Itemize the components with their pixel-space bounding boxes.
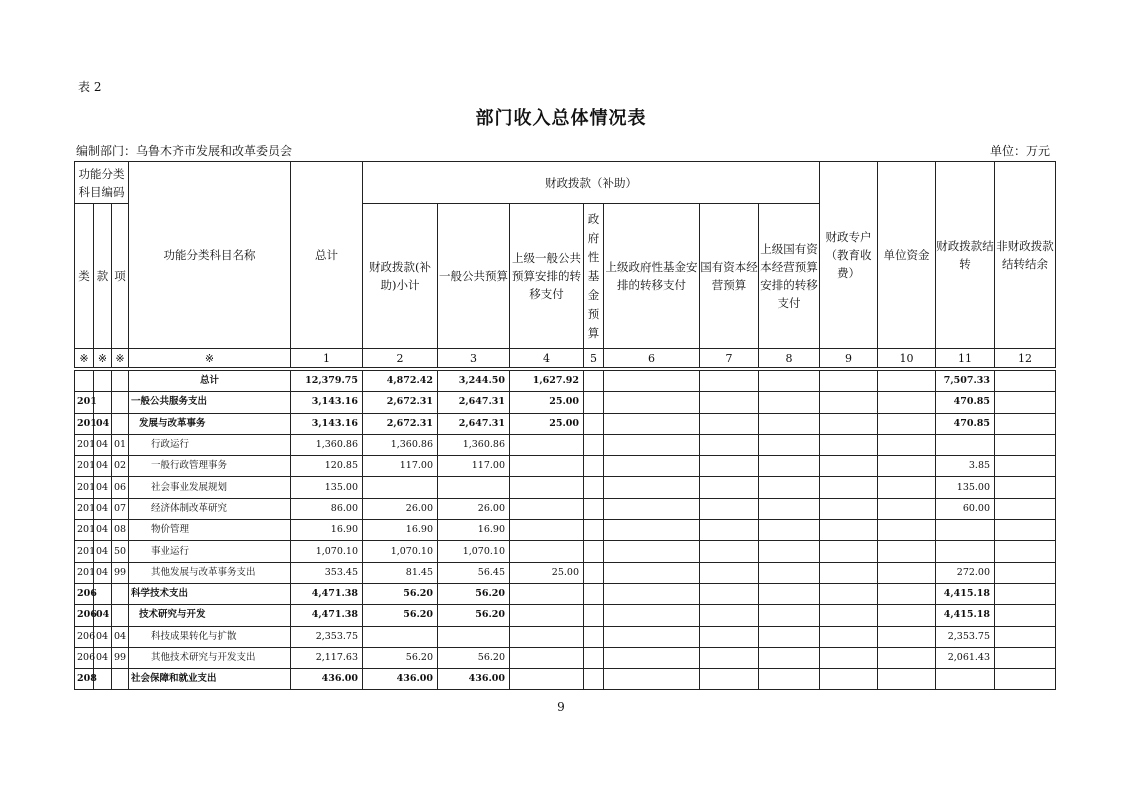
header-gov-fund: [584, 204, 604, 349]
item-name: 一般公共服务支出: [129, 392, 291, 413]
value-cell: [700, 434, 759, 455]
item-name: 其他技术研究与开发支出: [129, 647, 291, 668]
value-cell: [759, 626, 820, 647]
index-cell: ※: [129, 349, 291, 368]
value-cell: [604, 456, 700, 477]
header-xiang: 项: [112, 204, 129, 349]
header-fiscal-subtotal: 财政拨款(补助)小计: [363, 204, 438, 349]
item-name: 科技成果转化与扩散: [129, 626, 291, 647]
code-xiang: [112, 669, 129, 690]
value-cell: [700, 498, 759, 519]
header-upper-state-capital: 上级国有资本经营预算安排的转移支付: [759, 204, 820, 349]
code-xiang: [112, 413, 129, 434]
value-cell: [438, 477, 510, 498]
value-cell: 60.00: [936, 498, 995, 519]
value-cell: [510, 647, 584, 668]
header-func-code: 功能分类科目编码: [75, 162, 129, 204]
value-cell: [584, 456, 604, 477]
index-cell: 11: [936, 349, 995, 368]
value-cell: [363, 626, 438, 647]
value-cell: [604, 647, 700, 668]
value-cell: [936, 520, 995, 541]
value-cell: 1,360.86: [363, 434, 438, 455]
code-lei: 201: [75, 562, 94, 583]
value-cell: 12,379.75: [291, 371, 363, 392]
value-cell: 1,070.10: [291, 541, 363, 562]
value-cell: [604, 583, 700, 604]
code-lei: 201: [75, 477, 94, 498]
code-lei: 208: [75, 669, 94, 690]
table-row: [75, 605, 1056, 626]
value-cell: [759, 498, 820, 519]
value-cell: [995, 434, 1056, 455]
code-xiang: 99: [112, 562, 129, 583]
value-cell: [820, 605, 878, 626]
value-cell: 26.00: [438, 498, 510, 519]
item-name: 技术研究与开发: [129, 605, 291, 626]
table-row: [75, 456, 1056, 477]
value-cell: 56.20: [363, 605, 438, 626]
index-cell: 1: [291, 349, 363, 368]
value-cell: 1,627.92: [510, 371, 584, 392]
value-cell: [820, 371, 878, 392]
table-row: [75, 541, 1056, 562]
value-cell: [604, 520, 700, 541]
value-cell: [820, 669, 878, 690]
value-cell: 3,143.16: [291, 392, 363, 413]
code-xiang: [112, 605, 129, 626]
code-xiang: 01: [112, 434, 129, 455]
item-name: 总计: [129, 371, 291, 392]
value-cell: [878, 669, 936, 690]
value-cell: [820, 456, 878, 477]
item-name: 一般行政管理事务: [129, 456, 291, 477]
value-cell: [995, 562, 1056, 583]
value-cell: [995, 456, 1056, 477]
value-cell: [878, 413, 936, 434]
value-cell: [878, 647, 936, 668]
item-name: 行政运行: [129, 434, 291, 455]
value-cell: [936, 669, 995, 690]
code-xiang: 50: [112, 541, 129, 562]
value-cell: [700, 413, 759, 434]
value-cell: [510, 456, 584, 477]
value-cell: 56.20: [363, 583, 438, 604]
index-cell: 4: [510, 349, 584, 368]
code-xiang: 04: [112, 626, 129, 647]
value-cell: 436.00: [438, 669, 510, 690]
value-cell: 81.45: [363, 562, 438, 583]
value-cell: [604, 669, 700, 690]
code-lei: 201: [75, 456, 94, 477]
value-cell: [584, 583, 604, 604]
header-kuan: 款: [94, 204, 112, 349]
header-unit-funds: 单位资金: [878, 162, 936, 349]
value-cell: [604, 562, 700, 583]
value-cell: [759, 605, 820, 626]
value-cell: 56.20: [438, 583, 510, 604]
header-nonfiscal-carryover: 非财政拨款结转结余: [995, 162, 1056, 349]
code-kuan: 04: [94, 647, 112, 668]
code-kuan: 04: [94, 605, 112, 626]
code-lei: 206: [75, 647, 94, 668]
value-cell: 56.45: [438, 562, 510, 583]
item-name: 事业运行: [129, 541, 291, 562]
table-row: [75, 413, 1056, 434]
table-row: [75, 669, 1056, 690]
value-cell: [759, 371, 820, 392]
value-cell: [995, 669, 1056, 690]
value-cell: [604, 605, 700, 626]
code-xiang: 07: [112, 498, 129, 519]
value-cell: [995, 583, 1056, 604]
value-cell: 25.00: [510, 562, 584, 583]
value-cell: 117.00: [363, 456, 438, 477]
value-cell: [759, 647, 820, 668]
value-cell: 436.00: [363, 669, 438, 690]
index-cell: 10: [878, 349, 936, 368]
header-fiscal-group: 财政拨款（补助）: [363, 162, 820, 204]
value-cell: [510, 605, 584, 626]
code-kuan: 04: [94, 541, 112, 562]
value-cell: 470.85: [936, 392, 995, 413]
code-lei: 206: [75, 605, 94, 626]
value-cell: [759, 541, 820, 562]
page-title: 部门收入总体情况表: [475, 108, 647, 129]
value-cell: [878, 626, 936, 647]
value-cell: [759, 413, 820, 434]
index-cell: ※: [94, 349, 112, 368]
value-cell: [363, 477, 438, 498]
value-cell: [604, 477, 700, 498]
value-cell: 3,244.50: [438, 371, 510, 392]
value-cell: [878, 583, 936, 604]
value-cell: 2,117.63: [291, 647, 363, 668]
value-cell: [584, 477, 604, 498]
value-cell: [604, 413, 700, 434]
value-cell: [700, 392, 759, 413]
table-row: [75, 392, 1056, 413]
code-lei: 201: [75, 520, 94, 541]
item-name: 发展与改革事务: [129, 413, 291, 434]
value-cell: [700, 562, 759, 583]
value-cell: [878, 498, 936, 519]
index-cell: 12: [995, 349, 1056, 368]
value-cell: 2,672.31: [363, 392, 438, 413]
table-row: [75, 647, 1056, 668]
code-lei: 201: [75, 434, 94, 455]
header-total: 总计: [291, 162, 363, 349]
value-cell: [604, 392, 700, 413]
value-cell: [820, 498, 878, 519]
value-cell: [759, 583, 820, 604]
value-cell: [759, 456, 820, 477]
value-cell: [759, 669, 820, 690]
index-cell: ※: [75, 349, 94, 368]
code-kuan: [94, 371, 112, 392]
value-cell: 4,471.38: [291, 605, 363, 626]
value-cell: 16.90: [363, 520, 438, 541]
value-cell: [584, 498, 604, 519]
value-cell: 4,415.18: [936, 605, 995, 626]
value-cell: [878, 371, 936, 392]
code-xiang: [112, 583, 129, 604]
header-state-capital: 国有资本经营预算: [700, 204, 759, 349]
table-row: [75, 371, 1056, 392]
value-cell: [995, 520, 1056, 541]
item-name: 其他发展与改革事务支出: [129, 562, 291, 583]
value-cell: 86.00: [291, 498, 363, 519]
value-cell: 120.85: [291, 456, 363, 477]
value-cell: [584, 413, 604, 434]
value-cell: 4,872.42: [363, 371, 438, 392]
index-cell: 8: [759, 349, 820, 368]
value-cell: [759, 392, 820, 413]
table-row: [75, 520, 1056, 541]
code-xiang: 99: [112, 647, 129, 668]
value-cell: [700, 626, 759, 647]
table-row: [75, 562, 1056, 583]
table-label: 表 2: [78, 80, 102, 94]
value-cell: 1,070.10: [363, 541, 438, 562]
value-cell: 4,415.18: [936, 583, 995, 604]
item-name: 物价管理: [129, 520, 291, 541]
value-cell: [995, 626, 1056, 647]
code-kuan: 04: [94, 626, 112, 647]
value-cell: 2,353.75: [291, 626, 363, 647]
value-cell: [700, 647, 759, 668]
value-cell: 1,360.86: [291, 434, 363, 455]
value-cell: [995, 605, 1056, 626]
value-cell: [584, 626, 604, 647]
index-cell: 7: [700, 349, 759, 368]
table-row: [75, 477, 1056, 498]
value-cell: [878, 477, 936, 498]
value-cell: 470.85: [936, 413, 995, 434]
index-cell: 6: [604, 349, 700, 368]
value-cell: [700, 669, 759, 690]
value-cell: [759, 562, 820, 583]
value-cell: 26.00: [363, 498, 438, 519]
value-cell: 3,143.16: [291, 413, 363, 434]
value-cell: 2,647.31: [438, 392, 510, 413]
index-cell: 2: [363, 349, 438, 368]
value-cell: [604, 371, 700, 392]
page-number: 9: [557, 700, 565, 714]
code-xiang: [112, 371, 129, 392]
code-kuan: 04: [94, 498, 112, 519]
value-cell: [995, 371, 1056, 392]
value-cell: [584, 520, 604, 541]
item-name: 科学技术支出: [129, 583, 291, 604]
value-cell: [936, 541, 995, 562]
value-cell: [700, 541, 759, 562]
value-cell: 117.00: [438, 456, 510, 477]
code-kuan: 04: [94, 562, 112, 583]
code-kuan: 04: [94, 477, 112, 498]
value-cell: [995, 541, 1056, 562]
index-cell: 9: [820, 349, 878, 368]
value-cell: 16.90: [438, 520, 510, 541]
value-cell: [700, 520, 759, 541]
index-row: [75, 349, 1056, 368]
value-cell: [604, 434, 700, 455]
value-cell: 16.90: [291, 520, 363, 541]
value-cell: [584, 541, 604, 562]
value-cell: 272.00: [936, 562, 995, 583]
item-name: 经济体制改革研究: [129, 498, 291, 519]
value-cell: [820, 541, 878, 562]
value-cell: [604, 498, 700, 519]
value-cell: [820, 477, 878, 498]
value-cell: [604, 626, 700, 647]
code-lei: 201: [75, 541, 94, 562]
value-cell: 135.00: [291, 477, 363, 498]
value-cell: [700, 605, 759, 626]
value-cell: [820, 392, 878, 413]
value-cell: [820, 626, 878, 647]
value-cell: 2,061.43: [936, 647, 995, 668]
code-lei: 206: [75, 626, 94, 647]
value-cell: [584, 647, 604, 668]
value-cell: [700, 583, 759, 604]
value-cell: [700, 477, 759, 498]
value-cell: [878, 562, 936, 583]
value-cell: 2,672.31: [363, 413, 438, 434]
value-cell: [995, 392, 1056, 413]
value-cell: [584, 669, 604, 690]
value-cell: [700, 456, 759, 477]
value-cell: 436.00: [291, 669, 363, 690]
value-cell: [584, 371, 604, 392]
value-cell: [700, 371, 759, 392]
header-fiscal-special: 财政专户（教育收费）: [820, 162, 878, 349]
value-cell: [878, 456, 936, 477]
value-cell: 7,507.33: [936, 371, 995, 392]
table-row: [75, 498, 1056, 519]
table-row: [75, 583, 1056, 604]
value-cell: [510, 498, 584, 519]
code-lei: 201: [75, 413, 94, 434]
value-cell: [584, 562, 604, 583]
value-cell: [995, 498, 1056, 519]
value-cell: 1,360.86: [438, 434, 510, 455]
code-kuan: 04: [94, 413, 112, 434]
value-cell: [995, 477, 1056, 498]
income-table: [74, 161, 1056, 690]
department-label: 编制部门：乌鲁木齐市发展和改革委员会: [76, 144, 293, 158]
value-cell: [820, 583, 878, 604]
value-cell: [604, 541, 700, 562]
index-cell: 5: [584, 349, 604, 368]
value-cell: 135.00: [936, 477, 995, 498]
value-cell: 56.20: [363, 647, 438, 668]
value-cell: [510, 626, 584, 647]
code-xiang: 06: [112, 477, 129, 498]
value-cell: 56.20: [438, 647, 510, 668]
code-lei: 201: [75, 392, 94, 413]
code-lei: 206: [75, 583, 94, 604]
value-cell: [759, 520, 820, 541]
value-cell: [878, 520, 936, 541]
item-name: 社会保障和就业支出: [129, 669, 291, 690]
header-name: 功能分类科目名称: [129, 162, 291, 349]
unit-label: 单位：万元: [989, 144, 1050, 158]
value-cell: 353.45: [291, 562, 363, 583]
value-cell: [878, 434, 936, 455]
header-gov-fund-text: 政府性基金预算: [587, 211, 600, 340]
value-cell: [878, 605, 936, 626]
code-kuan: 04: [94, 456, 112, 477]
value-cell: [510, 669, 584, 690]
value-cell: [878, 392, 936, 413]
value-cell: 4,471.38: [291, 583, 363, 604]
item-name: 社会事业发展规划: [129, 477, 291, 498]
value-cell: 1,070.10: [438, 541, 510, 562]
value-cell: [878, 541, 936, 562]
value-cell: [995, 413, 1056, 434]
value-cell: 3.85: [936, 456, 995, 477]
value-cell: [438, 626, 510, 647]
value-cell: 56.20: [438, 605, 510, 626]
table-row: [75, 434, 1056, 455]
value-cell: [759, 434, 820, 455]
value-cell: 2,647.31: [438, 413, 510, 434]
code-lei: 201: [75, 498, 94, 519]
header-general-budget: 一般公共预算: [438, 204, 510, 349]
value-cell: [936, 434, 995, 455]
value-cell: 25.00: [510, 392, 584, 413]
value-cell: [584, 434, 604, 455]
value-cell: [510, 477, 584, 498]
value-cell: [820, 413, 878, 434]
code-kuan: 04: [94, 520, 112, 541]
value-cell: [820, 520, 878, 541]
header-fiscal-carryover: 财政拨款结转: [936, 162, 995, 349]
value-cell: [584, 392, 604, 413]
value-cell: [510, 583, 584, 604]
value-cell: [820, 434, 878, 455]
code-xiang: [112, 392, 129, 413]
code-xiang: 02: [112, 456, 129, 477]
code-lei: [75, 371, 94, 392]
table-row: [75, 626, 1056, 647]
index-cell: ※: [112, 349, 129, 368]
value-cell: [995, 647, 1056, 668]
code-xiang: 08: [112, 520, 129, 541]
index-cell: 3: [438, 349, 510, 368]
value-cell: [759, 477, 820, 498]
value-cell: [510, 434, 584, 455]
code-kuan: 04: [94, 434, 112, 455]
value-cell: 2,353.75: [936, 626, 995, 647]
value-cell: [820, 647, 878, 668]
value-cell: [584, 605, 604, 626]
header-upper-gov-fund: 上级政府性基金安排的转移支付: [604, 204, 700, 349]
value-cell: [820, 562, 878, 583]
value-cell: 25.00: [510, 413, 584, 434]
header-lei: 类: [75, 204, 94, 349]
value-cell: [510, 520, 584, 541]
value-cell: [510, 541, 584, 562]
header-upper-general: 上级一般公共预算安排的转移支付: [510, 204, 584, 349]
